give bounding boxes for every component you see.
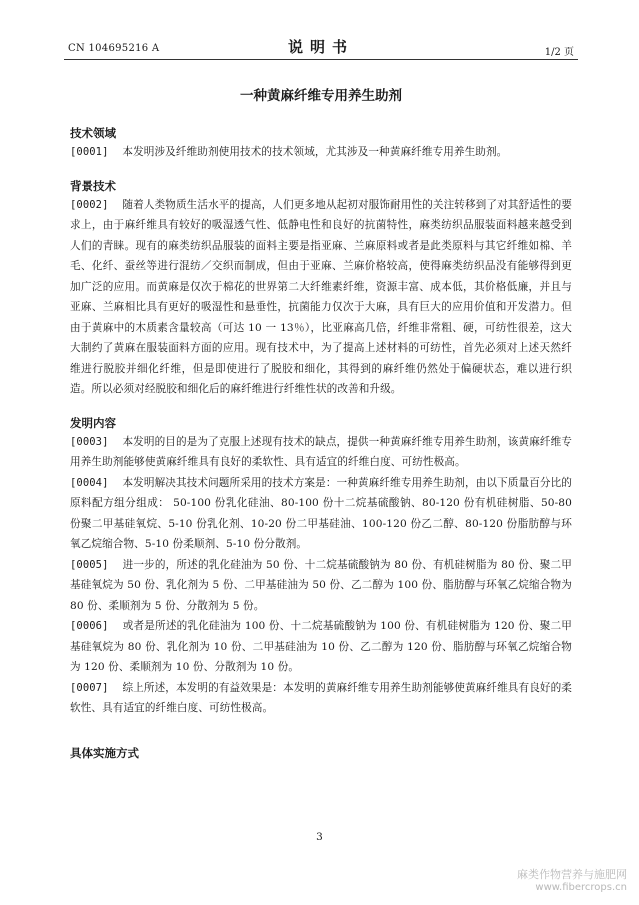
paragraph-text: 进一步的，所述的乳化硅油为 50 份、十二烷基硫酸钠为 80 份、有机硅树脂为 80 份、聚二甲基硅氧烷为 50 份、乳化剂为 5 份、二甲基硅油为 50 份、乙二醇为 100 份、脂肪醇与环氧乙烷缩合物为 80 份、柔顺剂为 5 份、分散剂为 5 份。 [70, 558, 572, 612]
section-heading-technical-field: 技术领域 [70, 126, 116, 140]
patent-number: CN 104695216 A [68, 43, 160, 54]
watermark-site-name: 麻类作物营养与施肥网 [517, 868, 627, 881]
paragraph-0001 [70, 142, 572, 163]
paragraph-0005 [70, 555, 572, 617]
paragraph-number: [0004] [70, 476, 109, 489]
paragraph-number: [0001] [70, 146, 109, 158]
document-body [70, 124, 572, 762]
site-watermark [517, 868, 627, 894]
section-heading-embodiments: 具体实施方式 [70, 745, 139, 760]
paragraph-number: [0005] [70, 558, 109, 571]
paragraph-0007 [70, 678, 572, 719]
paragraph-text: 随着人类物质生活水平的提高，人们更多地从起初对服饰耐用性的关注转移到了对其舒适性的要求上，由于麻纤维具有较好的吸湿透气性、低静电性和良好的抗菌特性，麻类纺织品服装面料越来越受到人们的青睐。现有的麻类纺织品服装的面料主要是指亚麻、兰麻原料或者是此类原料与其它纤维如棉、羊毛、化纤、蚕丝等进行混纺／交织而制成，但由于亚麻、兰麻价格较高，使得麻类纺织品没有能够得到更加广泛的应用。而黄麻是仅次于棉花的世界第二大纤维素纤维，资源丰富、成本低，其价格低廉，并且与亚麻、兰麻相比具有更好的吸湿性和悬垂性，抗菌能力仅次于大麻，具有巨大的应用价值和开发潜力。但由于黄麻中的木质素含量较高（可达 10 一 13％），比亚麻高几倍，纤维非常粗、硬，可纺性很差，这大大制约了黄麻在服装面料方面的应用。现有技术中，为了提高上述材料的可纺性，首先必须对上述天然纤维进行脱胶并细化纤维，但是即使进行了脱胶和细化，其得到的麻纤维仍然处于偏硬状态，难以进行织造。所以必须对经脱胶和细化后的麻纤维进行纤维性状的改善和升级。 [70, 198, 572, 395]
invention-title: 一种黄麻纤维专用养生助剂 [240, 88, 402, 104]
paragraph-0002 [70, 195, 572, 400]
paragraph-text: 本发明解决其技术问题所采用的技术方案是：一种黄麻纤维专用养生助剂，由以下质量百分比的原料配方组分组成： 50-100 份乳化硅油、80-100 份十二烷基硫酸钠、80-120 份有机硅树脂、50-80 份聚二甲基硅氧烷、5-10 份乳化剂、10-20 份二甲基硅油、100-120 份乙二醇、80-120 份脂肪醇与环氧乙烷缩合物、5-10 份柔顺剂、5-10 份分散剂。 [70, 476, 572, 550]
paragraph-0006 [70, 616, 572, 678]
document-type: 说明书 [287, 38, 354, 56]
paragraph-number: [0002] [70, 198, 109, 211]
paragraph-0003 [70, 432, 572, 473]
watermark-url: www.fibercrops.cn [535, 882, 627, 893]
page-indicator: 1/2 页 [544, 47, 574, 58]
section-heading-summary: 发明内容 [70, 415, 116, 430]
paragraph-text: 本发明涉及纤维助剂使用技术的技术领域，尤其涉及一种黄麻纤维专用养生助剂。 [122, 146, 508, 158]
page-number: 3 [316, 831, 323, 843]
paragraph-number: [0003] [70, 435, 109, 448]
paragraph-text: 或者是所述的乳化硅油为 100 份、十二烷基硫酸钠为 100 份、有机硅树脂为 120 份、聚二甲基硅氧烷为 80 份、乳化剂为 10 份、二甲基硅油为 10 份、乙二醇为 120 份、脂肪醇与环氧乙烷缩合物为 120 份、柔顺剂为 10 份、分散剂为 10 份。 [70, 620, 573, 673]
paragraph-0004 [70, 473, 572, 555]
paragraph-text: 本发明的目的是为了克服上述现有技术的缺点，提供一种黄麻纤维专用养生助剂，该黄麻纤维专用养生助剂能够使黄麻纤维具有良好的柔软性、具有适宜的纤维白度、可纺性极高。 [70, 435, 572, 468]
paragraph-number: [0006] [70, 620, 109, 632]
paragraph-number: [0007] [70, 681, 109, 694]
paragraph-text: 综上所述，本发明的有益效果是：本发明的黄麻纤维专用养生助剂能够使黄麻纤维具有良好的柔软性、具有适宜的纤维白度、可纺性极高。 [70, 681, 572, 714]
page-header [64, 35, 578, 60]
section-heading-background: 背景技术 [70, 178, 116, 193]
